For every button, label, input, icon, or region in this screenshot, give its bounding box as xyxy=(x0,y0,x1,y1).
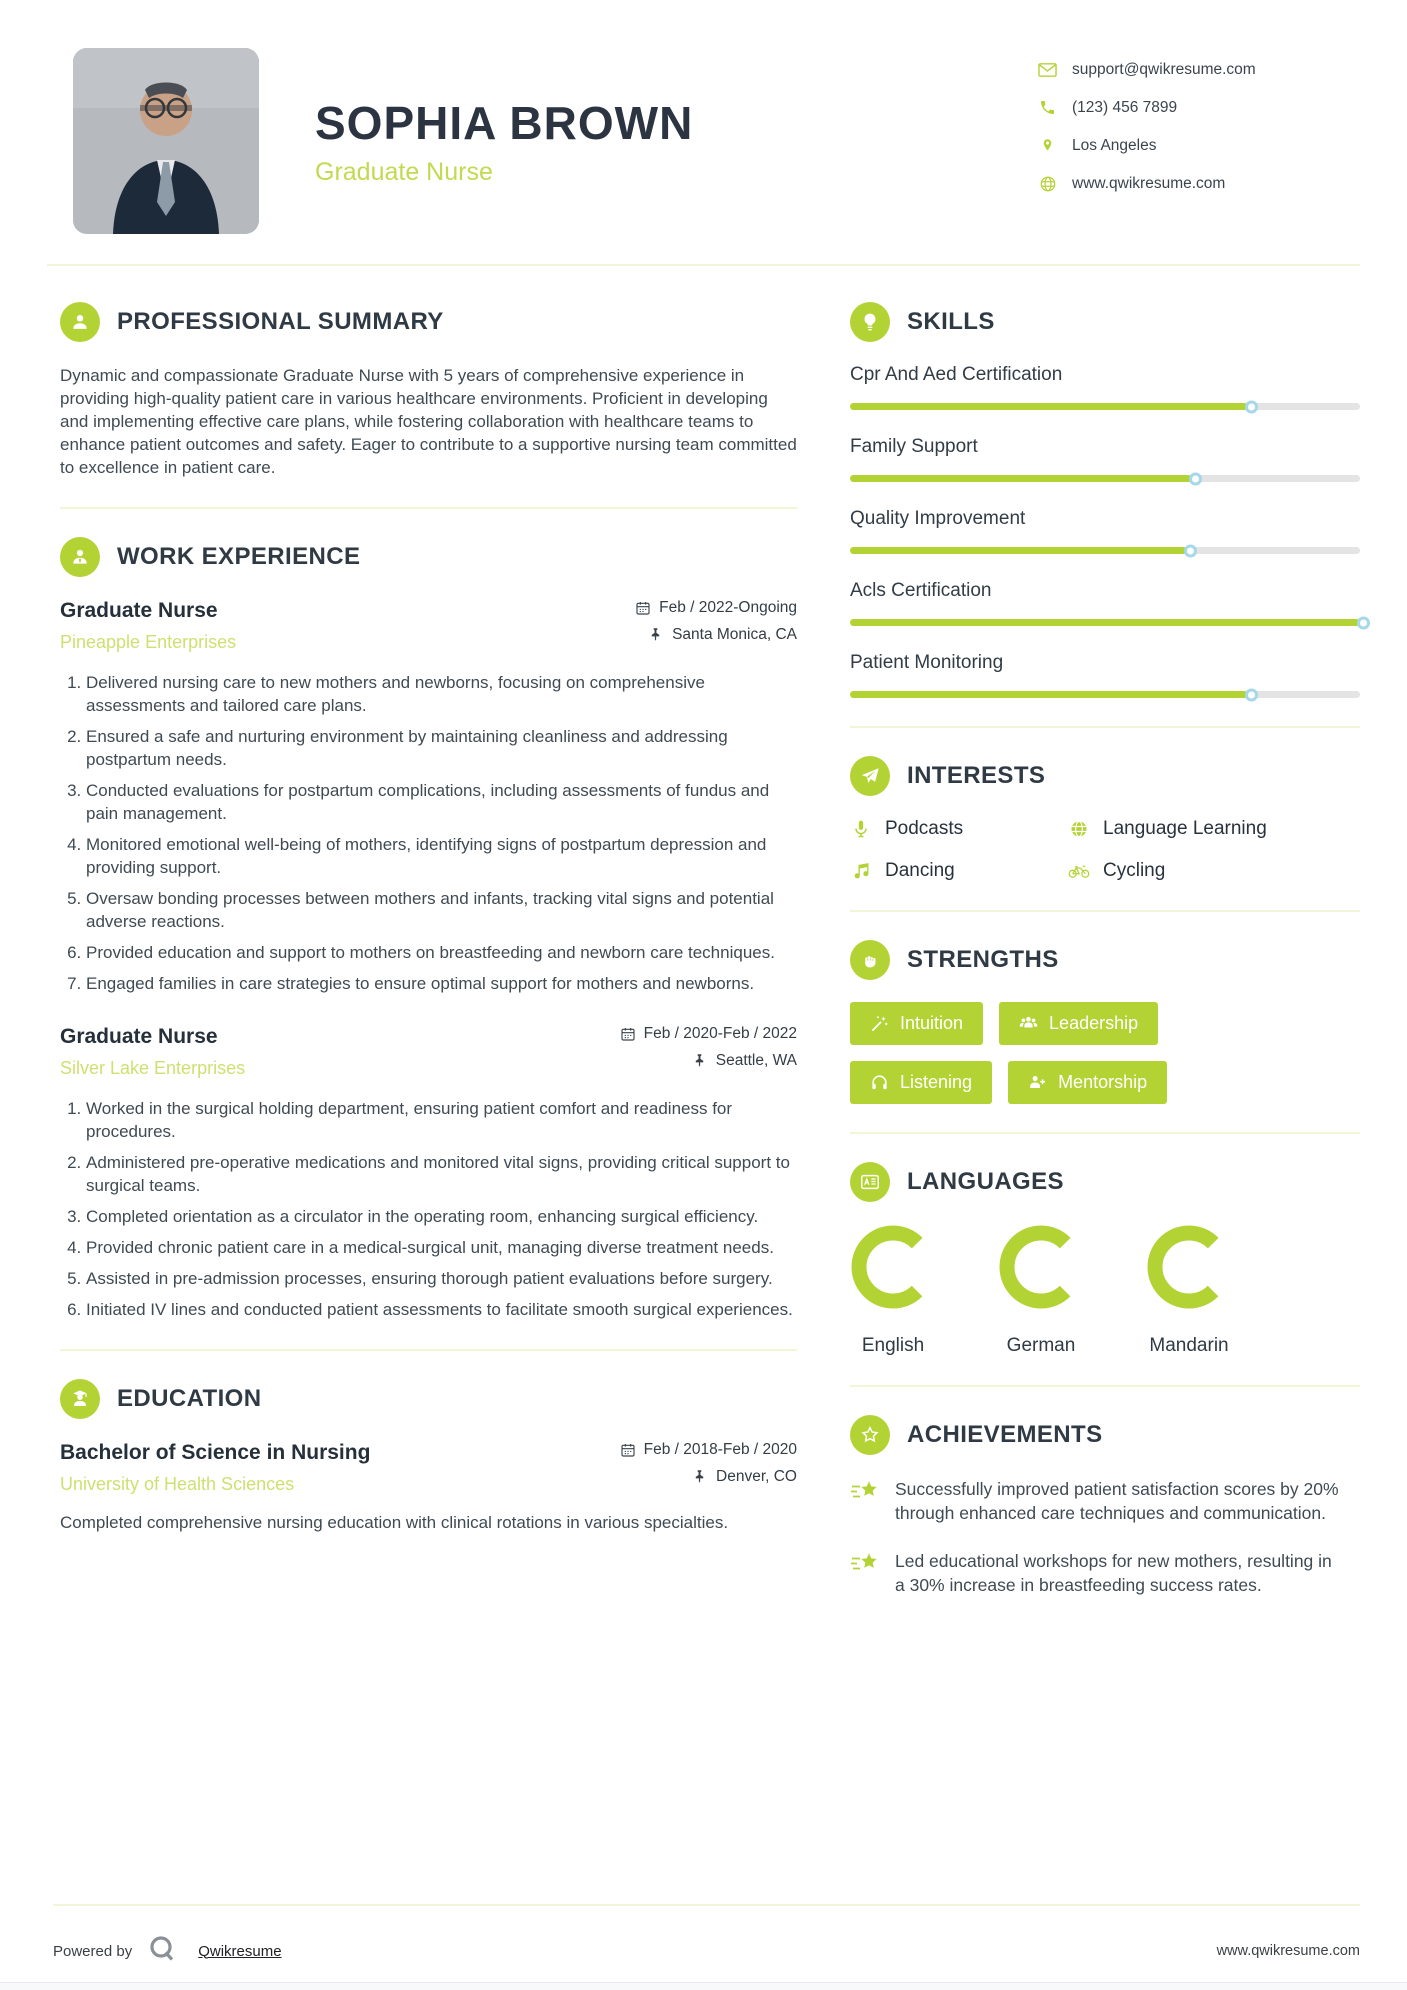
qwikresume-logo-icon xyxy=(146,1933,178,1969)
experience-heading: WORK EXPERIENCE xyxy=(117,543,361,570)
skills-section-header xyxy=(850,302,1360,342)
shooting-star-icon xyxy=(850,1551,880,1577)
skill-fill xyxy=(850,547,1187,554)
skill-slider-handle[interactable] xyxy=(1357,616,1370,629)
interest-item xyxy=(1068,860,1360,882)
job-dates: Feb / 2022-Ongoing xyxy=(659,599,797,616)
languages-heading: LANGUAGES xyxy=(907,1168,1064,1195)
strength-label: Listening xyxy=(900,1072,973,1092)
skill-item xyxy=(850,580,1360,626)
summary-heading: PROFESSIONAL SUMMARY xyxy=(117,308,444,335)
education-dates-row xyxy=(620,1441,797,1459)
language-donut xyxy=(850,1224,936,1310)
strengths-heading: STRENGTHS xyxy=(907,946,1059,973)
education-degree: Bachelor of Science in Nursing xyxy=(60,1441,371,1464)
shooting-star-icon xyxy=(850,1479,880,1505)
education-entry xyxy=(60,1441,797,1535)
job-bullet: 6. Provided education and support to mothers on breastfeeding and newborn care techniques. xyxy=(86,941,797,964)
skill-item xyxy=(850,652,1360,698)
person-name: SOPHIA BROWN xyxy=(315,97,694,149)
job-entry xyxy=(60,599,797,995)
profile-photo-illustration xyxy=(73,48,259,234)
contact-phone-text: (123) 456 7899 xyxy=(1072,98,1178,116)
footer-row xyxy=(53,1904,1360,1982)
strength-label: Leadership xyxy=(1049,1013,1139,1033)
strengths-section-header xyxy=(850,940,1360,980)
job-bullet: 5. Oversaw bonding processes between mothers and infants, tracking vital signs and potential adverse reactions. xyxy=(86,887,797,933)
section-divider xyxy=(60,507,797,509)
phone-icon xyxy=(1038,98,1057,117)
skill-fill xyxy=(850,475,1192,482)
contact-website[interactable] xyxy=(1038,174,1360,193)
section-divider xyxy=(850,726,1360,728)
strength-badge xyxy=(1008,1061,1167,1104)
interest-item xyxy=(1068,818,1360,840)
calendar-icon xyxy=(620,1442,636,1458)
powered-by-text: Powered by xyxy=(53,1942,133,1960)
headphones-icon xyxy=(870,1073,889,1092)
contact-phone[interactable] xyxy=(1038,98,1360,117)
header xyxy=(0,0,1407,234)
achievement-item xyxy=(850,1477,1360,1525)
education-meta xyxy=(620,1441,797,1495)
education-location-row xyxy=(620,1468,797,1486)
skill-slider-handle[interactable] xyxy=(1245,688,1258,701)
job-dates-row xyxy=(620,1025,797,1043)
job-location: Santa Monica, CA xyxy=(672,626,797,643)
star-icon xyxy=(850,1415,890,1455)
job-bullet: 2. Administered pre-operative medications and monitored vital signs, providing critical support to surgical teams. xyxy=(86,1151,797,1197)
language-donut xyxy=(1146,1224,1232,1310)
education-description: Completed comprehensive nursing education with clinical rotations in various specialties. xyxy=(60,1513,729,1532)
worker-icon xyxy=(60,537,100,577)
music-note-icon xyxy=(850,860,872,882)
languages-section-header xyxy=(850,1162,1360,1202)
person-icon xyxy=(60,302,100,342)
skill-name: Family Support xyxy=(850,436,978,457)
job-title: Graduate Nurse xyxy=(60,1025,218,1048)
contact-email-text: support@qwikresume.com xyxy=(1072,60,1256,78)
job-company: Pineapple Enterprises xyxy=(60,632,237,652)
job-entry-top xyxy=(60,599,797,653)
experience-section-header xyxy=(60,537,797,577)
interest-label: Dancing xyxy=(885,860,955,881)
job-bullet: 1. Worked in the surgical holding department, ensuring patient comfort and readiness for procedures. xyxy=(86,1097,797,1143)
skill-name: Cpr And Aed Certification xyxy=(850,364,1063,385)
job-title: Graduate Nurse xyxy=(60,599,218,622)
microphone-icon xyxy=(850,818,872,840)
education-location: Denver, CO xyxy=(716,1468,797,1485)
strength-label: Intuition xyxy=(900,1013,964,1033)
job-entry xyxy=(60,1025,797,1321)
skill-fill xyxy=(850,619,1360,626)
strength-label: Mentorship xyxy=(1058,1072,1148,1092)
job-bullet: 5. Assisted in pre-admission processes, ensuring thorough patient evaluations before surgery. xyxy=(86,1267,797,1290)
right-column xyxy=(850,302,1360,1621)
job-bullet-list xyxy=(60,671,797,995)
skills-heading: SKILLS xyxy=(907,308,995,335)
job-bullet: 6. Initiated IV lines and conducted patient assessments to facilitate smooth surgical experiences. xyxy=(86,1298,797,1321)
bottom-strip xyxy=(0,1982,1407,1990)
skill-fill xyxy=(850,691,1248,698)
job-location: Seattle, WA xyxy=(715,1052,797,1069)
language-name: Mandarin xyxy=(1149,1335,1229,1356)
education-dates: Feb / 2018-Feb / 2020 xyxy=(643,1441,797,1458)
globe-icon xyxy=(1038,174,1057,193)
skill-name: Quality Improvement xyxy=(850,508,1026,529)
interests-grid xyxy=(850,818,1360,882)
summary-section-header xyxy=(60,302,797,342)
contact-email[interactable] xyxy=(1038,60,1360,79)
section-divider xyxy=(850,910,1360,912)
job-location-row xyxy=(635,626,797,644)
section-divider xyxy=(850,1132,1360,1134)
pushpin-icon xyxy=(648,627,664,643)
strengths-badges xyxy=(850,1002,1270,1104)
calendar-icon xyxy=(620,1026,636,1042)
person-job-title: Graduate Nurse xyxy=(315,158,493,186)
pushpin-icon xyxy=(692,1053,708,1069)
job-bullet: 4. Provided chronic patient care in a medical-surgical unit, managing diverse treatment needs. xyxy=(86,1236,797,1259)
skill-name: Acls Certification xyxy=(850,580,992,601)
achievements-section-header xyxy=(850,1415,1360,1455)
skill-item xyxy=(850,508,1360,554)
education-heading: EDUCATION xyxy=(117,1385,262,1412)
language-item xyxy=(998,1224,1084,1357)
calendar-icon xyxy=(635,600,651,616)
skill-slider-handle[interactable] xyxy=(1245,400,1258,413)
translate-icon xyxy=(850,1162,890,1202)
contact-website-text: www.qwikresume.com xyxy=(1072,174,1226,192)
skill-fill xyxy=(850,403,1248,410)
magic-wand-icon xyxy=(870,1014,889,1033)
job-dates: Feb / 2020-Feb / 2022 xyxy=(643,1025,797,1042)
contact-location-text: Los Angeles xyxy=(1072,136,1157,154)
contact-list xyxy=(1038,48,1360,212)
skill-slider[interactable] xyxy=(850,691,1360,698)
job-location-row xyxy=(620,1052,797,1070)
section-divider xyxy=(850,1385,1360,1387)
job-bullet: 7. Engaged families in care strategies to ensure optimal support for mothers and newborns. xyxy=(86,972,797,995)
interest-item xyxy=(850,818,1068,840)
interests-heading: INTERESTS xyxy=(907,762,1046,789)
job-bullet-list xyxy=(60,1097,797,1321)
qwikresume-link[interactable]: Qwikresume xyxy=(198,1942,282,1960)
language-donut xyxy=(998,1224,1084,1310)
language-name: English xyxy=(861,1335,925,1356)
skill-slider[interactable] xyxy=(850,403,1360,410)
strength-badge xyxy=(850,1061,992,1104)
skill-slider[interactable] xyxy=(850,475,1360,482)
paper-plane-icon xyxy=(850,756,890,796)
skill-slider-handle[interactable] xyxy=(1189,472,1202,485)
job-meta xyxy=(620,1025,797,1079)
skill-item xyxy=(850,364,1360,410)
achievement-item xyxy=(850,1549,1360,1597)
job-company: Silver Lake Enterprises xyxy=(60,1058,246,1078)
achievement-text: Successfully improved patient satisfaction scores by 20% through enhanced care techniques and communication. xyxy=(895,1479,1339,1523)
skill-slider[interactable] xyxy=(850,547,1360,554)
job-bullet: 1. Delivered nursing care to new mothers and newborns, focusing on comprehensive assessments and tailored care plans. xyxy=(86,671,797,717)
languages-row xyxy=(850,1224,1360,1357)
section-divider xyxy=(60,1349,797,1351)
job-bullet: 3. Completed orientation as a circulator in the operating room, enhancing surgical efficiency. xyxy=(86,1205,797,1228)
job-bullet: 4. Monitored emotional well-being of mothers, identifying signs of postpartum depression and providing support. xyxy=(86,833,797,879)
contact-location xyxy=(1038,136,1360,155)
strength-badge xyxy=(999,1002,1158,1045)
profile-photo xyxy=(73,48,259,234)
skill-slider[interactable] xyxy=(850,619,1360,626)
bicycle-icon xyxy=(1068,860,1090,882)
location-pin-icon xyxy=(1038,136,1057,155)
envelope-icon xyxy=(1038,60,1057,79)
skill-slider-handle[interactable] xyxy=(1184,544,1197,557)
interest-label: Cycling xyxy=(1103,860,1166,881)
language-name: German xyxy=(1006,1335,1076,1356)
fist-icon xyxy=(850,940,890,980)
footer xyxy=(0,1904,1407,1990)
mentor-icon xyxy=(1028,1073,1047,1092)
globe-icon xyxy=(1068,818,1090,840)
achievements-heading: ACHIEVEMENTS xyxy=(907,1421,1103,1448)
interest-label: Language Learning xyxy=(1103,818,1267,839)
education-entry-top xyxy=(60,1441,797,1495)
powered-by xyxy=(53,1933,282,1969)
language-item xyxy=(850,1224,936,1357)
education-section-header xyxy=(60,1379,797,1419)
job-meta xyxy=(635,599,797,653)
graduate-icon xyxy=(60,1379,100,1419)
education-school: University of Health Sciences xyxy=(60,1474,295,1494)
strength-badge xyxy=(850,1002,983,1045)
interests-section-header xyxy=(850,756,1360,796)
interest-item xyxy=(850,860,1068,882)
job-bullet: 3. Conducted evaluations for postpartum complications, including assessments of fundus and pain management. xyxy=(86,779,797,825)
summary-text: Dynamic and compassionate Graduate Nurse with 5 years of comprehensive experience in providing high-quality patient care in various healthcare environments. Proficient in developing and implementing effective care plans, while fostering collaboration with healthcare teams to enhance patient outcomes and safety. Eager to contribute to a supportive nursing team committed to excellence in patient care. xyxy=(60,366,797,477)
identity-block xyxy=(315,48,693,187)
pushpin-icon xyxy=(692,1469,708,1485)
footer-site-url[interactable]: www.qwikresume.com xyxy=(1216,1943,1360,1959)
language-item xyxy=(1146,1224,1232,1357)
skill-name: Patient Monitoring xyxy=(850,652,1004,673)
job-dates-row xyxy=(635,599,797,617)
job-entry-top xyxy=(60,1025,797,1079)
interest-label: Podcasts xyxy=(885,818,964,839)
team-icon xyxy=(1019,1014,1038,1033)
achievement-text: Led educational workshops for new mothers, resulting in a 30% increase in breastfeeding success rates. xyxy=(895,1551,1332,1595)
left-column xyxy=(60,302,797,1621)
lightbulb-icon xyxy=(850,302,890,342)
job-bullet: 2. Ensured a safe and nurturing environment by maintaining cleanliness and addressing postpartum needs. xyxy=(86,725,797,771)
main-content xyxy=(0,266,1407,1621)
skill-item xyxy=(850,436,1360,482)
